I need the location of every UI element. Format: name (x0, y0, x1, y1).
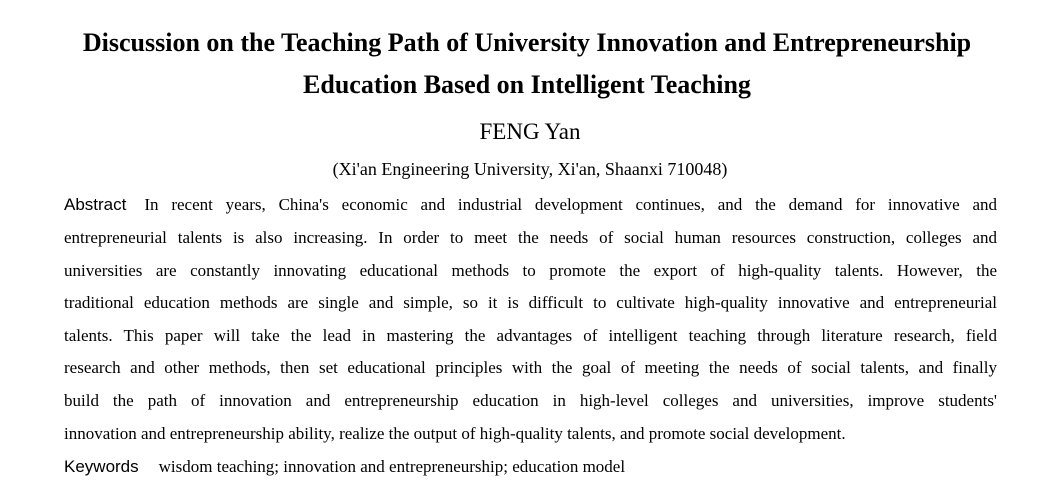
keywords-text: wisdom teaching; innovation and entrepreneurship; education model (158, 457, 626, 476)
keywords-section (64, 456, 997, 478)
author-affiliation: (Xi'an Engineering University, Xi'an, Shaanxi 710048) (332, 159, 728, 179)
abstract-line: entrepreneurial talents is also increasing. In order to meet the needs of social human resources construction, colleges and (64, 228, 997, 247)
paper-title-line-2: Education Based on Intelligent Teaching (303, 70, 751, 99)
abstract-line: talents. This paper will take the lead in mastering the advantages of intelligent teaching through literature research, field (64, 326, 997, 345)
abstract-line: traditional education methods are single and simple, so it is difficult to cultivate high-quality innovative and entrepreneurial (64, 293, 997, 312)
author-name: FENG Yan (479, 119, 581, 144)
abstract-line: universities are constantly innovating educational methods to promote the export of high-quality talents. However, the (64, 261, 997, 280)
abstract-line (64, 194, 997, 216)
abstract-line: innovation and entrepreneurship ability, realize the output of high-quality talents, and promote social development. (64, 424, 846, 443)
abstract-line: research and other methods, then set educational principles with the goal of meeting the needs of social talents, and finally (64, 358, 997, 377)
paper-title-line-1: Discussion on the Teaching Path of University Innovation and Entrepreneurship (82, 28, 972, 57)
abstract-text: In recent years, China's economic and industrial development continues, and the demand for innovative and (144, 195, 997, 214)
keywords-label: Keywords (64, 457, 139, 476)
abstract-line: build the path of innovation and entrepreneurship education in high-level colleges and universities, improve students' (64, 391, 997, 410)
abstract-label: Abstract (64, 195, 127, 214)
